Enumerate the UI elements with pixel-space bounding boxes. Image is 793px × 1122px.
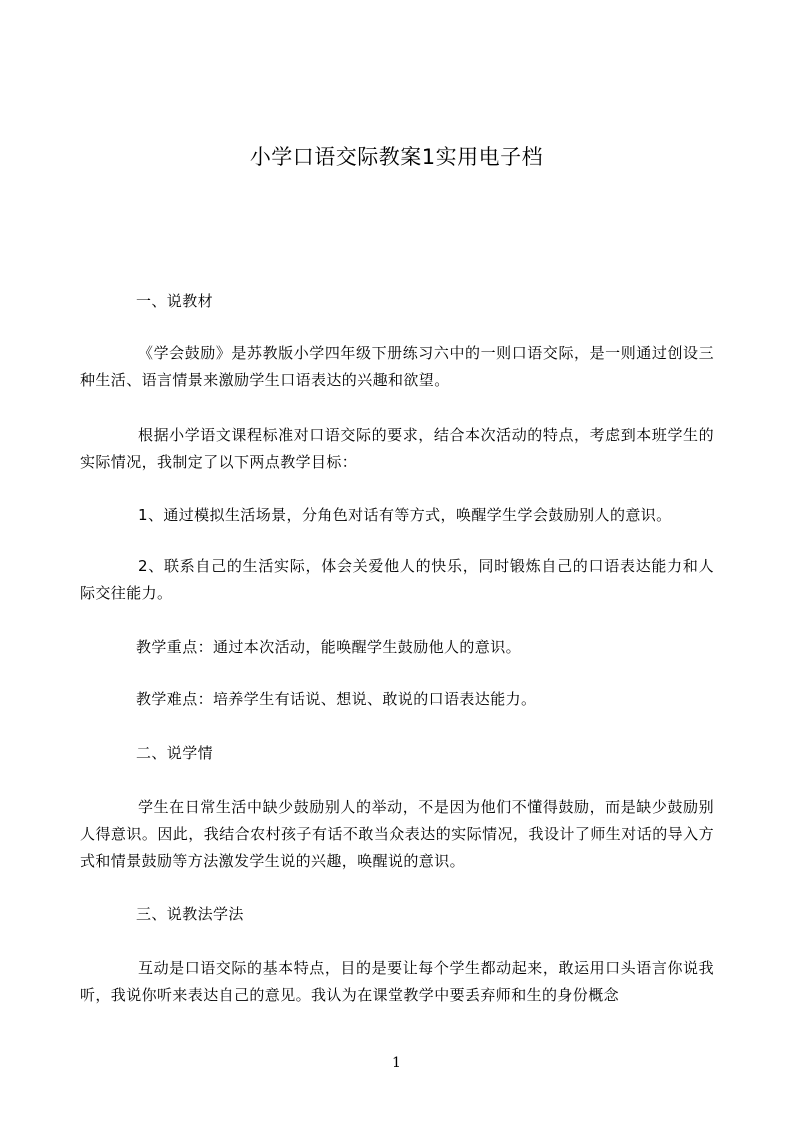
paragraph-teaching-methods: 互动是口语交际的基本特点，目的是要让每个学生都动起来，敢运用口头语言你说我听，我说你听来表达自己的意见。我认为在课堂教学中要丢弃师和生的身份概念 (80, 959, 714, 1004)
paragraph-goal-2: 2、联系自己的生活实际，体会关爱他人的快乐，同时锻炼自己的口语表达能力和人际交往能力。 (80, 557, 714, 602)
paragraph-goal-1: 1、通过模拟生活场景，分角色对话有等方式，唤醒学生学会鼓励别人的意识。 (138, 506, 672, 524)
heading-section-1: 一、说教材 (136, 292, 214, 310)
paragraph-teaching-focus: 教学重点：通过本次活动，能唤醒学生鼓励他人的意识。 (136, 638, 522, 656)
page-number: 1 (392, 1055, 401, 1071)
paragraph-textbook-intro: 《学会鼓励》是苏教版小学四年级下册练习六中的一则口语交际，是一则通过创设三种生活、语言情景来激励学生口语表达的兴趣和欲望。 (80, 344, 714, 389)
heading-section-3: 三、说教法学法 (136, 905, 244, 923)
paragraph-teaching-goals-intro: 根据小学语文课程标准对口语交际的要求，结合本次活动的特点，考虑到本班学生的实际情况，我制定了以下两点教学目标： (80, 426, 714, 471)
document-title: 小学口语交际教案1实用电子档 (249, 145, 544, 169)
paragraph-teaching-difficulty: 教学难点：培养学生有话说、想说、敢说的口语表达能力。 (136, 690, 537, 708)
paragraph-learner-analysis: 学生在日常生活中缺少鼓励别人的举动，不是因为他们不懂得鼓励，而是缺少鼓励别人得意识。因此，我结合农村孩子有话不敢当众表达的实际情况，我设计了师生对话的导入方式和情景鼓励等方法激发学生说的兴趣，唤醒说的意识。 (80, 798, 714, 870)
heading-section-2: 二、说学情 (136, 744, 214, 762)
